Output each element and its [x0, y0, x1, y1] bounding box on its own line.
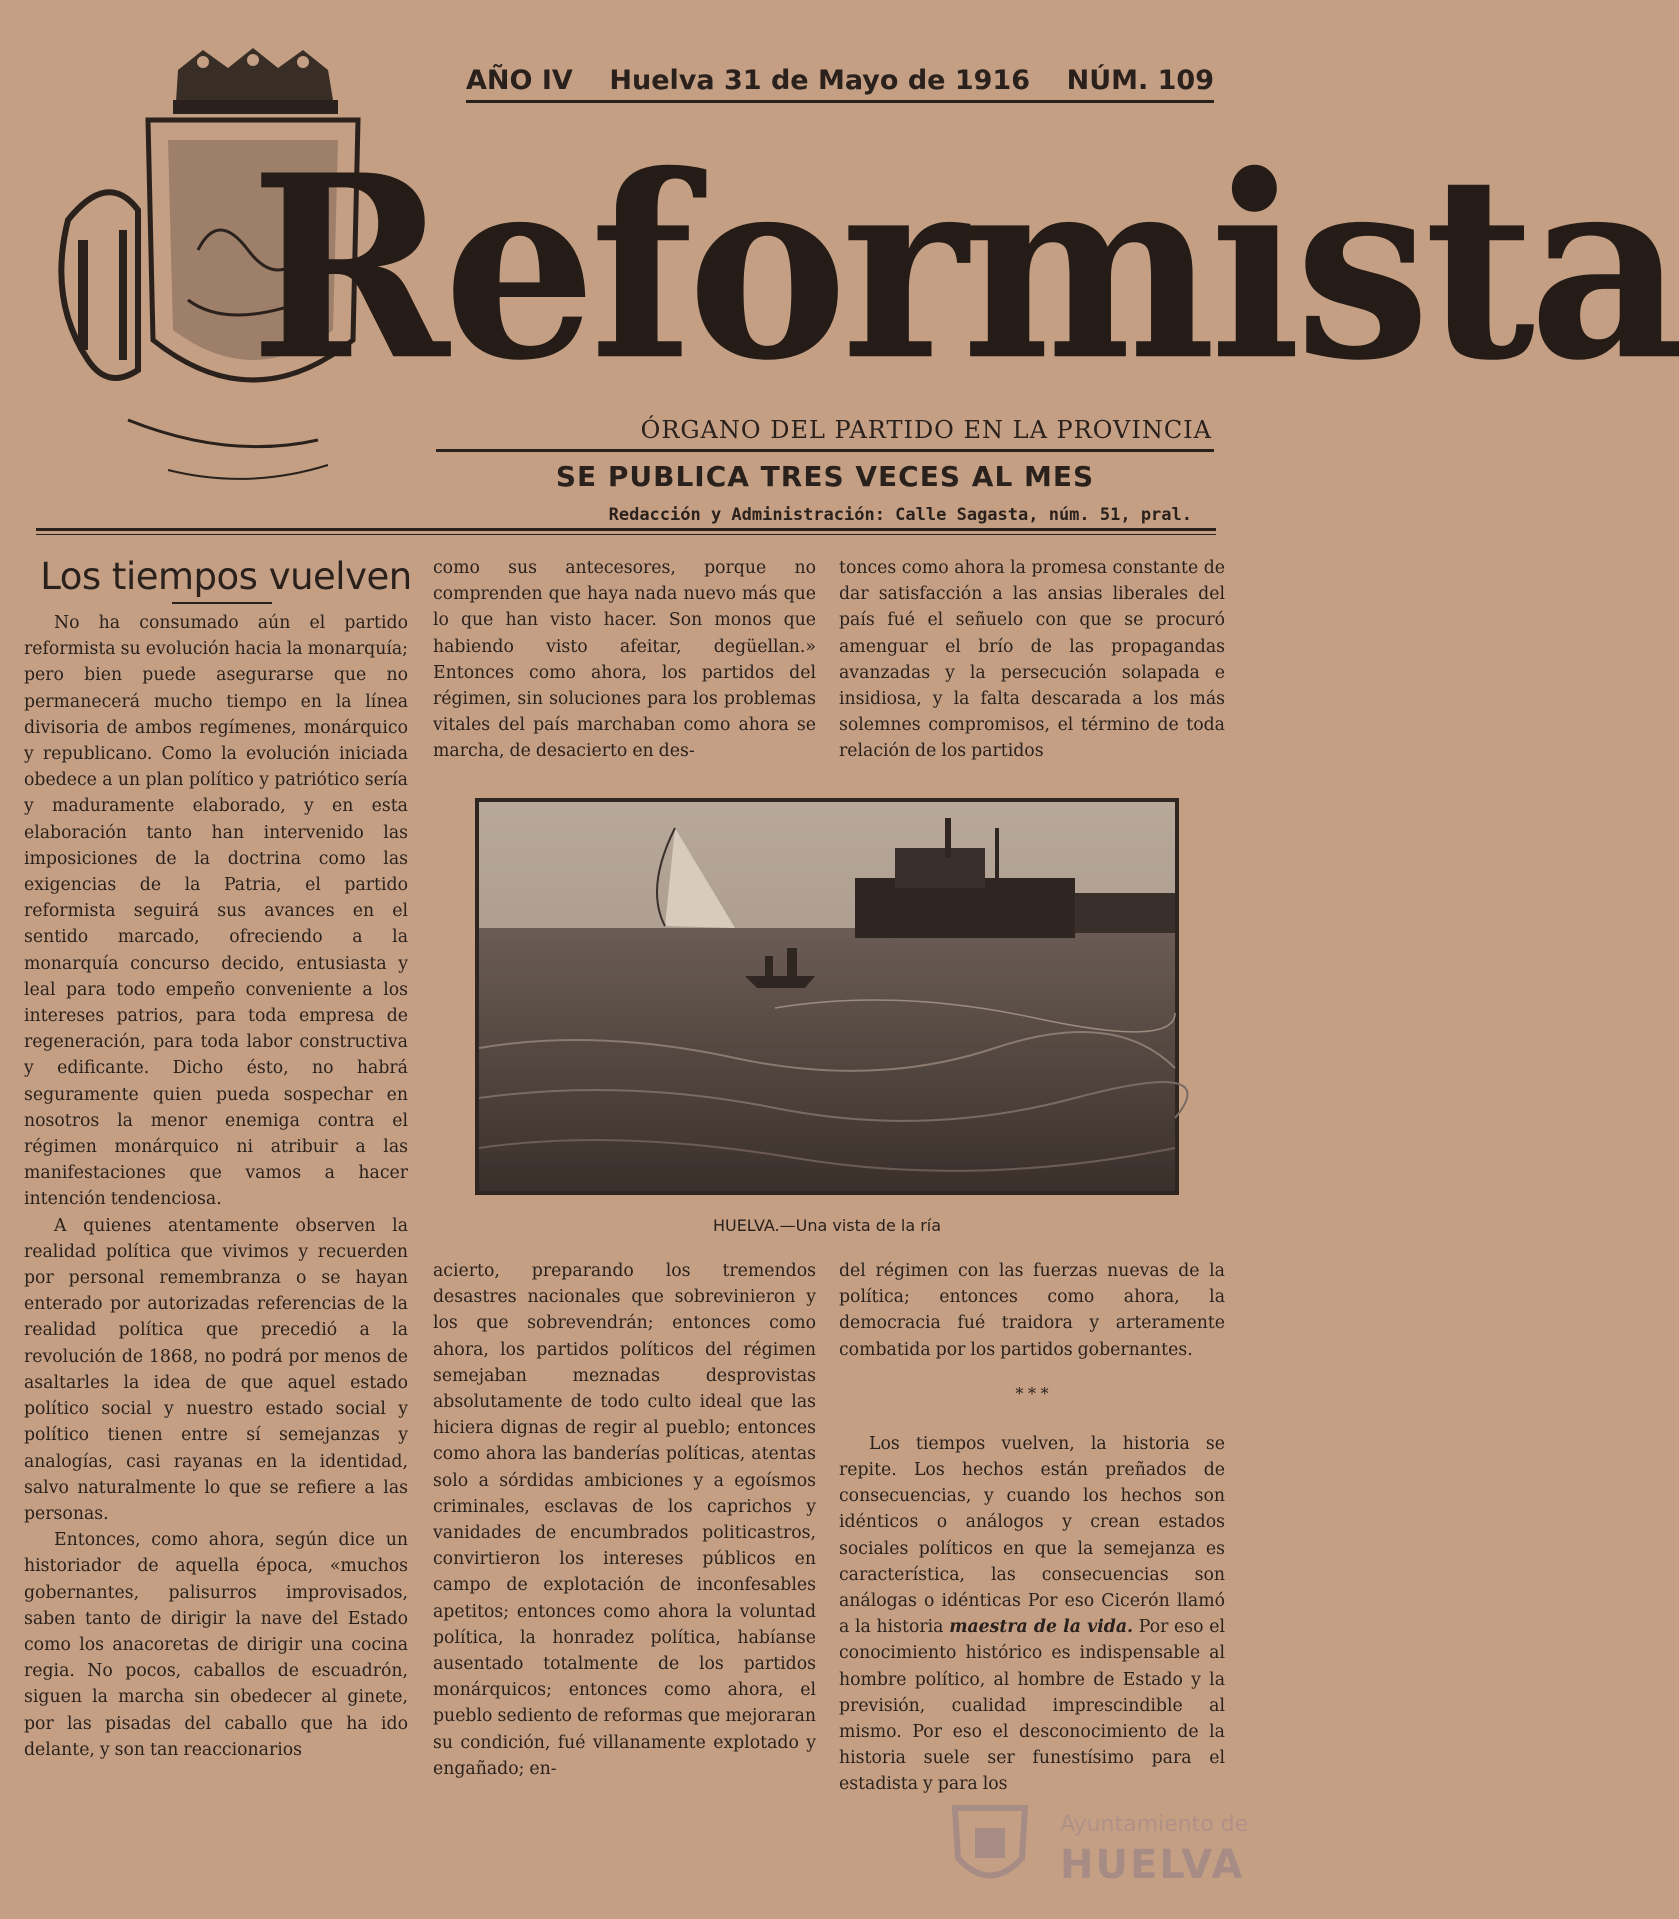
masthead-title: Reformista: [250, 119, 1679, 417]
paragraph: como sus antecesores, porque no comprenden que haya nada nuevo más que lo que han visto hacer. Son monos que habiendo visto afeitar, degüellan.» Entonces como ahora, los partidos del régimen, sin soluciones para los problemas vitales del país marchaban como ahora se marcha, de desacierto en des-: [433, 558, 816, 762]
column-3-bottom: [839, 1258, 1225, 1798]
paragraph: del régimen con las fuerzas nuevas de la política; entonces como ahora, la democracia fué traidora y arteramente combatida por los partidos gobernantes.: [839, 1261, 1225, 1360]
section-ornament: * * *: [1015, 1383, 1049, 1403]
column-1: [24, 610, 408, 1770]
paragraph: acierto, preparando los tremendos desastres nacionales que sobrevinieron y los que sobrevendrán; entonces como ahora, los partidos políticos del régimen semejaban meznadas desprovistas absolutamente de todo culto ideal que las hiciera dignas de regir al pueblo; entonces como ahora las banderías políticas, atentas solo a sórdidas ambiciones y a egoísmos criminales, esclavas de los caprichos y vanidades de encumbrados politicastros, convirtieron los intereses públicos en campo de explotación de inconfesables apetitos; entonces como ahora la voluntad política, la honradez política, habíanse ausentado totalmente de los partidos monárquicos; entonces como ahora, el pueblo sediento de reformas que mejoraran su condición, fué villanamente explotado y engañado; en-: [433, 1261, 816, 1779]
paragraph: A quienes atentamente observen la realidad política que vivimos y recuerden por personal remembranza o se hayan enterado por autorizadas referencias de la realidad política que precedió a la revolución de 1868, no podrá por menos de asaltarles la idea de que aquel estado político social y nuestro estado social y político tienen entre sí semejanzas y analogías, casi rayanas en la identidad, salvo naturalmente lo que se refiere a las personas.: [24, 1215, 408, 1524]
issue-date: Huelva 31 de Mayo de 1916: [609, 64, 1030, 96]
column-2-bottom: [433, 1258, 816, 1798]
paragraph: tonces como ahora la promesa constante de dar satisfacción a las ansias liberales del país fué el señuelo con que se procuró amenguar el brío de las propagandas avanzadas y la persecución solapada e insidiosa, y la falta descarada a los más solemnes compromisos, el término de toda relación de los partidos: [839, 558, 1225, 762]
organ-subtitle: ÓRGANO DEL PARTIDO EN LA PROVINCIA: [640, 416, 1212, 444]
divider: [436, 449, 1214, 452]
shield-icon: [940, 1798, 1040, 1898]
paragraph: Entonces, como ahora, según dice un historiador de aquella época, «muchos gobernantes, palisurros improvisados, saben tanto de dirigir la nave del Estado como los anacoretas de dirigir una cocina regia. No pocos, caballos de escuadrón, siguen la marcha sin obedecer al ginete, por las pisadas del caballo que ha ido delante, y son tan reaccionarios: [24, 1530, 408, 1760]
column-2-top: [433, 555, 816, 770]
watermark-top: Ayuntamiento de: [1060, 1812, 1249, 1837]
address-line: Redacción y Administración: Calle Sagasta, núm. 51, pral.: [608, 505, 1192, 525]
watermark-bottom: HUELVA: [1060, 1842, 1245, 1888]
article-headline: Los tiempos vuelven: [40, 555, 412, 598]
emphasis-text: maestra de la vida.: [949, 1617, 1134, 1638]
paragraph: No ha consumado aún el partido reformista su evolución hacia la monarquía; pero bien puede asegurarse que no permanecerá mucho tiempo en la línea divisoria de ambos regímenes, monárquico y republicano. Como la evolución iniciada obedece a un plan político y patriótico sería y maduramente elaborado, y en esta elaboración tanto han intervenido las imposiciones de la doctrina como las exigencias de la Patria, el partido reformista seguirá sus avances en el sentido marcado, ofreciendo a la monarquía concurso decido, entusiasta y leal para todo empeño conveniente a los intereses patrios, para toda empresa de regeneración, para toda labor constructiva y edificante. Dicho ésto, no habrá seguramente quien pueda sospechar en nosotros la menor enemiga contra el régimen monárquico ni atribuir a las manifestaciones que vamos a hacer intención tendenciosa.: [24, 613, 408, 1210]
issue-year: AÑO IV: [466, 64, 573, 96]
paragraph: [839, 1431, 1225, 1798]
issue-line: [466, 60, 1214, 103]
headline-underline: [172, 602, 272, 604]
issue-number: NÚM. 109: [1066, 64, 1214, 96]
paragraph-text: Por eso el conocimiento histórico es indispensable al hombre político, al hombre de Estado y la previsión, cualidad imprescindible al mismo. Por eso el desconocimiento de la historia suele ser funestísimo para el estadista y para los: [839, 1617, 1225, 1795]
divider: [36, 534, 1216, 535]
archive-watermark: [940, 1798, 1280, 1898]
column-3-top: [839, 555, 1225, 770]
harbor-photo: [475, 798, 1179, 1195]
divider: [36, 528, 1216, 531]
frequency-line: SE PUBLICA TRES VECES AL MES: [555, 460, 1095, 493]
paragraph-text: Los tiempos vuelven, la historia se repite. Los hechos están preñados de consecuencias, y cuando los hechos son idénticos o análogos y crean estados sociales políticos en que la semejanza es característica, las consecuencias son análogas o idénticas Por eso Cicerón llamó a la historia: [839, 1433, 1225, 1638]
photo-caption: HUELVA.—Una vista de la ría: [712, 1216, 942, 1235]
